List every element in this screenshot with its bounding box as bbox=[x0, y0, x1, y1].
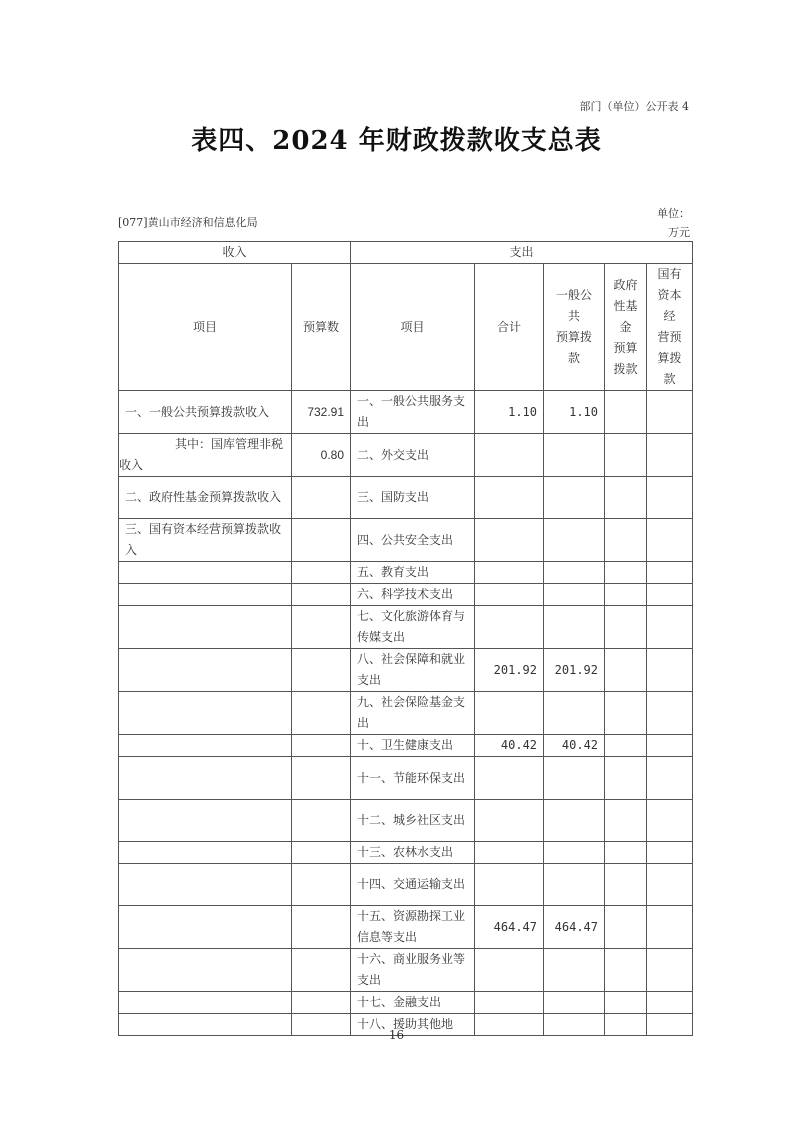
page-number: 16 bbox=[388, 1028, 405, 1042]
state-capital-cell bbox=[647, 864, 693, 906]
table-row bbox=[119, 949, 693, 992]
total-cell: 201.92 bbox=[475, 649, 544, 692]
table-tag-label: 部门（单位）公开表 4 bbox=[579, 100, 689, 113]
general-budget-cell bbox=[544, 842, 605, 864]
gov-fund-cell bbox=[605, 391, 647, 434]
total-cell bbox=[475, 434, 544, 477]
income-budget-cell bbox=[292, 735, 351, 757]
state-capital-cell bbox=[647, 692, 693, 735]
gov-fund-cell bbox=[605, 692, 647, 735]
general-budget-cell: 464.47 bbox=[544, 906, 605, 949]
expense-item-cell: 十二、城乡社区支出 bbox=[351, 800, 475, 842]
expense-item-cell: 一、一般公共服务支出 bbox=[351, 391, 475, 434]
total-cell bbox=[475, 606, 544, 649]
income-budget-cell bbox=[292, 606, 351, 649]
unit-label-line2: 万元 bbox=[668, 226, 690, 239]
general-budget-cell bbox=[544, 562, 605, 584]
gov-fund-cell bbox=[605, 562, 647, 584]
expense-item-cell: 三、国防支出 bbox=[351, 477, 475, 519]
col-header-line: 营预 bbox=[657, 330, 682, 344]
state-capital-cell bbox=[647, 992, 693, 1014]
state-capital-cell bbox=[647, 649, 693, 692]
income-item-cell bbox=[119, 434, 292, 477]
state-capital-cell bbox=[647, 842, 693, 864]
income-item-cell bbox=[119, 562, 292, 584]
gov-fund-cell bbox=[605, 606, 647, 649]
table-row bbox=[119, 649, 693, 692]
gov-fund-cell bbox=[605, 649, 647, 692]
total-cell bbox=[475, 477, 544, 519]
income-budget-cell bbox=[292, 519, 351, 562]
state-capital-cell bbox=[647, 519, 693, 562]
total-cell bbox=[475, 800, 544, 842]
total-cell: 40.42 bbox=[475, 735, 544, 757]
gov-fund-cell bbox=[605, 800, 647, 842]
state-capital-cell bbox=[647, 906, 693, 949]
col-header-line: 拨款 bbox=[613, 361, 638, 376]
col-header-line: 预算拨 bbox=[556, 330, 593, 344]
income-budget-cell bbox=[292, 584, 351, 606]
column-header-row bbox=[119, 264, 693, 391]
group-header-income: 收入 bbox=[119, 242, 351, 264]
income-budget-cell bbox=[292, 992, 351, 1014]
income-item-cell: 一、一般公共预算拨款收入 bbox=[119, 391, 292, 434]
table-row bbox=[119, 864, 693, 906]
unit-label bbox=[640, 204, 690, 242]
total-cell bbox=[475, 992, 544, 1014]
total-cell bbox=[475, 519, 544, 562]
total-cell bbox=[475, 562, 544, 584]
table-row bbox=[119, 906, 693, 949]
state-capital-cell bbox=[647, 606, 693, 649]
table-row bbox=[119, 842, 693, 864]
general-budget-cell: 201.92 bbox=[544, 649, 605, 692]
income-budget-cell bbox=[292, 864, 351, 906]
general-budget-cell bbox=[544, 800, 605, 842]
table-row bbox=[119, 562, 693, 584]
income-item-cell bbox=[119, 757, 292, 800]
income-budget-cell: 732.91 bbox=[292, 391, 351, 434]
state-capital-cell bbox=[647, 757, 693, 800]
group-header-row bbox=[119, 242, 693, 264]
col-header-income-item: 项目 bbox=[119, 264, 292, 391]
income-item-cell bbox=[119, 649, 292, 692]
state-capital-cell bbox=[647, 562, 693, 584]
total-cell: 1.10 bbox=[475, 391, 544, 434]
expense-item-cell: 十六、商业服务业等支出 bbox=[351, 949, 475, 992]
col-header-line: 款 bbox=[568, 351, 581, 365]
income-budget-cell bbox=[292, 949, 351, 992]
income-item-cell bbox=[119, 864, 292, 906]
gov-fund-cell bbox=[605, 519, 647, 562]
expense-item-cell: 十七、金融支出 bbox=[351, 992, 475, 1014]
total-cell: 464.47 bbox=[475, 906, 544, 949]
gov-fund-cell bbox=[605, 584, 647, 606]
col-header-line: 政府 bbox=[613, 277, 638, 292]
col-header-general bbox=[544, 264, 605, 391]
table-row bbox=[119, 735, 693, 757]
general-budget-cell bbox=[544, 864, 605, 906]
income-budget-cell: 0.80 bbox=[292, 434, 351, 477]
expense-item-cell: 二、外交支出 bbox=[351, 434, 475, 477]
gov-fund-cell bbox=[605, 434, 647, 477]
income-budget-cell bbox=[292, 562, 351, 584]
income-budget-cell bbox=[292, 757, 351, 800]
income-item-cell: 二、政府性基金预算拨款收入 bbox=[119, 477, 292, 519]
expense-item-cell: 十三、农林水支出 bbox=[351, 842, 475, 864]
state-capital-cell bbox=[647, 584, 693, 606]
general-budget-cell bbox=[544, 949, 605, 992]
income-budget-cell bbox=[292, 906, 351, 949]
state-capital-cell bbox=[647, 477, 693, 519]
expense-item-cell: 九、社会保险基金支出 bbox=[351, 692, 475, 735]
page-title: 表四、2024 年财政拨款收支总表 bbox=[191, 126, 602, 156]
expense-item-cell: 四、公共安全支出 bbox=[351, 519, 475, 562]
col-header-line: 款 bbox=[663, 372, 676, 386]
table-row bbox=[119, 584, 693, 606]
gov-fund-cell bbox=[605, 735, 647, 757]
department-label: [077]黄山市经济和信息化局 bbox=[118, 216, 258, 229]
state-capital-cell bbox=[647, 434, 693, 477]
income-item-cell bbox=[119, 606, 292, 649]
table-row bbox=[119, 477, 693, 519]
total-cell bbox=[475, 949, 544, 992]
income-budget-cell bbox=[292, 649, 351, 692]
income-item-cell: 三、国有资本经营预算拨款收入 bbox=[119, 519, 292, 562]
general-budget-cell bbox=[544, 584, 605, 606]
col-header-state-capital bbox=[647, 264, 693, 391]
income-item-cell bbox=[119, 735, 292, 757]
gov-fund-cell bbox=[605, 864, 647, 906]
total-cell bbox=[475, 842, 544, 864]
general-budget-cell: 1.10 bbox=[544, 391, 605, 434]
expense-item-cell: 七、文化旅游体育与传媒支出 bbox=[351, 606, 475, 649]
expense-item-cell: 六、科学技术支出 bbox=[351, 584, 475, 606]
col-header-line: 算拨 bbox=[657, 351, 682, 365]
table-row bbox=[119, 992, 693, 1014]
gov-fund-cell bbox=[605, 842, 647, 864]
total-cell bbox=[475, 584, 544, 606]
col-header-line: 资本 bbox=[657, 288, 682, 302]
general-budget-cell bbox=[544, 477, 605, 519]
col-header-line: 国有 bbox=[657, 267, 682, 281]
col-header-total: 合计 bbox=[475, 264, 544, 391]
general-budget-cell: 40.42 bbox=[544, 735, 605, 757]
expense-item-cell: 十八、援助其他地 bbox=[351, 1014, 475, 1036]
income-item-cell bbox=[119, 842, 292, 864]
income-item-cell bbox=[119, 992, 292, 1014]
income-item-text: 其中：国库管理非税收入 bbox=[119, 437, 284, 472]
total-cell bbox=[475, 864, 544, 906]
gov-fund-cell bbox=[605, 906, 647, 949]
col-header-line: 预算 bbox=[613, 340, 638, 355]
gov-fund-cell bbox=[605, 477, 647, 519]
state-capital-cell bbox=[647, 800, 693, 842]
col-header-gov-fund bbox=[605, 264, 647, 391]
general-budget-cell bbox=[544, 434, 605, 477]
expense-item-cell: 五、教育支出 bbox=[351, 562, 475, 584]
gov-fund-cell bbox=[605, 949, 647, 992]
table-row bbox=[119, 519, 693, 562]
income-item-cell bbox=[119, 584, 292, 606]
income-item-cell bbox=[119, 906, 292, 949]
general-budget-cell bbox=[544, 606, 605, 649]
budget-table bbox=[118, 241, 693, 1036]
state-capital-cell bbox=[647, 391, 693, 434]
general-budget-cell bbox=[544, 992, 605, 1014]
income-budget-cell bbox=[292, 692, 351, 735]
table-row bbox=[119, 434, 693, 477]
income-item-cell bbox=[119, 800, 292, 842]
col-header-line: 经 bbox=[663, 309, 676, 323]
general-budget-cell bbox=[544, 692, 605, 735]
state-capital-cell bbox=[647, 735, 693, 757]
gov-fund-cell bbox=[605, 992, 647, 1014]
general-budget-cell bbox=[544, 757, 605, 800]
group-header-expense: 支出 bbox=[351, 242, 693, 264]
expense-item-cell: 十五、资源勘探工业信息等支出 bbox=[351, 906, 475, 949]
col-header-line: 性基 bbox=[613, 298, 638, 313]
income-budget-cell bbox=[292, 477, 351, 519]
expense-item-cell: 十一、节能环保支出 bbox=[351, 757, 475, 800]
state-capital-cell bbox=[647, 949, 693, 992]
col-header-income-budget: 预算数 bbox=[292, 264, 351, 391]
total-cell bbox=[475, 692, 544, 735]
table-row bbox=[119, 800, 693, 842]
total-cell bbox=[475, 757, 544, 800]
col-header-line: 一般公 bbox=[556, 288, 593, 302]
income-budget-cell bbox=[292, 842, 351, 864]
expense-item-cell: 十、卫生健康支出 bbox=[351, 735, 475, 757]
income-budget-cell bbox=[292, 800, 351, 842]
income-item-cell bbox=[119, 692, 292, 735]
col-header-line: 金 bbox=[619, 319, 632, 334]
col-header-line: 共 bbox=[568, 309, 581, 323]
gov-fund-cell bbox=[605, 757, 647, 800]
col-header-expense-item: 项目 bbox=[351, 264, 475, 391]
unit-label-line1: 单位： bbox=[657, 207, 690, 220]
table-row bbox=[119, 757, 693, 800]
table-row bbox=[119, 391, 693, 434]
expense-item-cell: 八、社会保障和就业支出 bbox=[351, 649, 475, 692]
general-budget-cell bbox=[544, 519, 605, 562]
table-row bbox=[119, 692, 693, 735]
expense-item-cell: 十四、交通运输支出 bbox=[351, 864, 475, 906]
income-item-cell bbox=[119, 949, 292, 992]
table-row bbox=[119, 606, 693, 649]
